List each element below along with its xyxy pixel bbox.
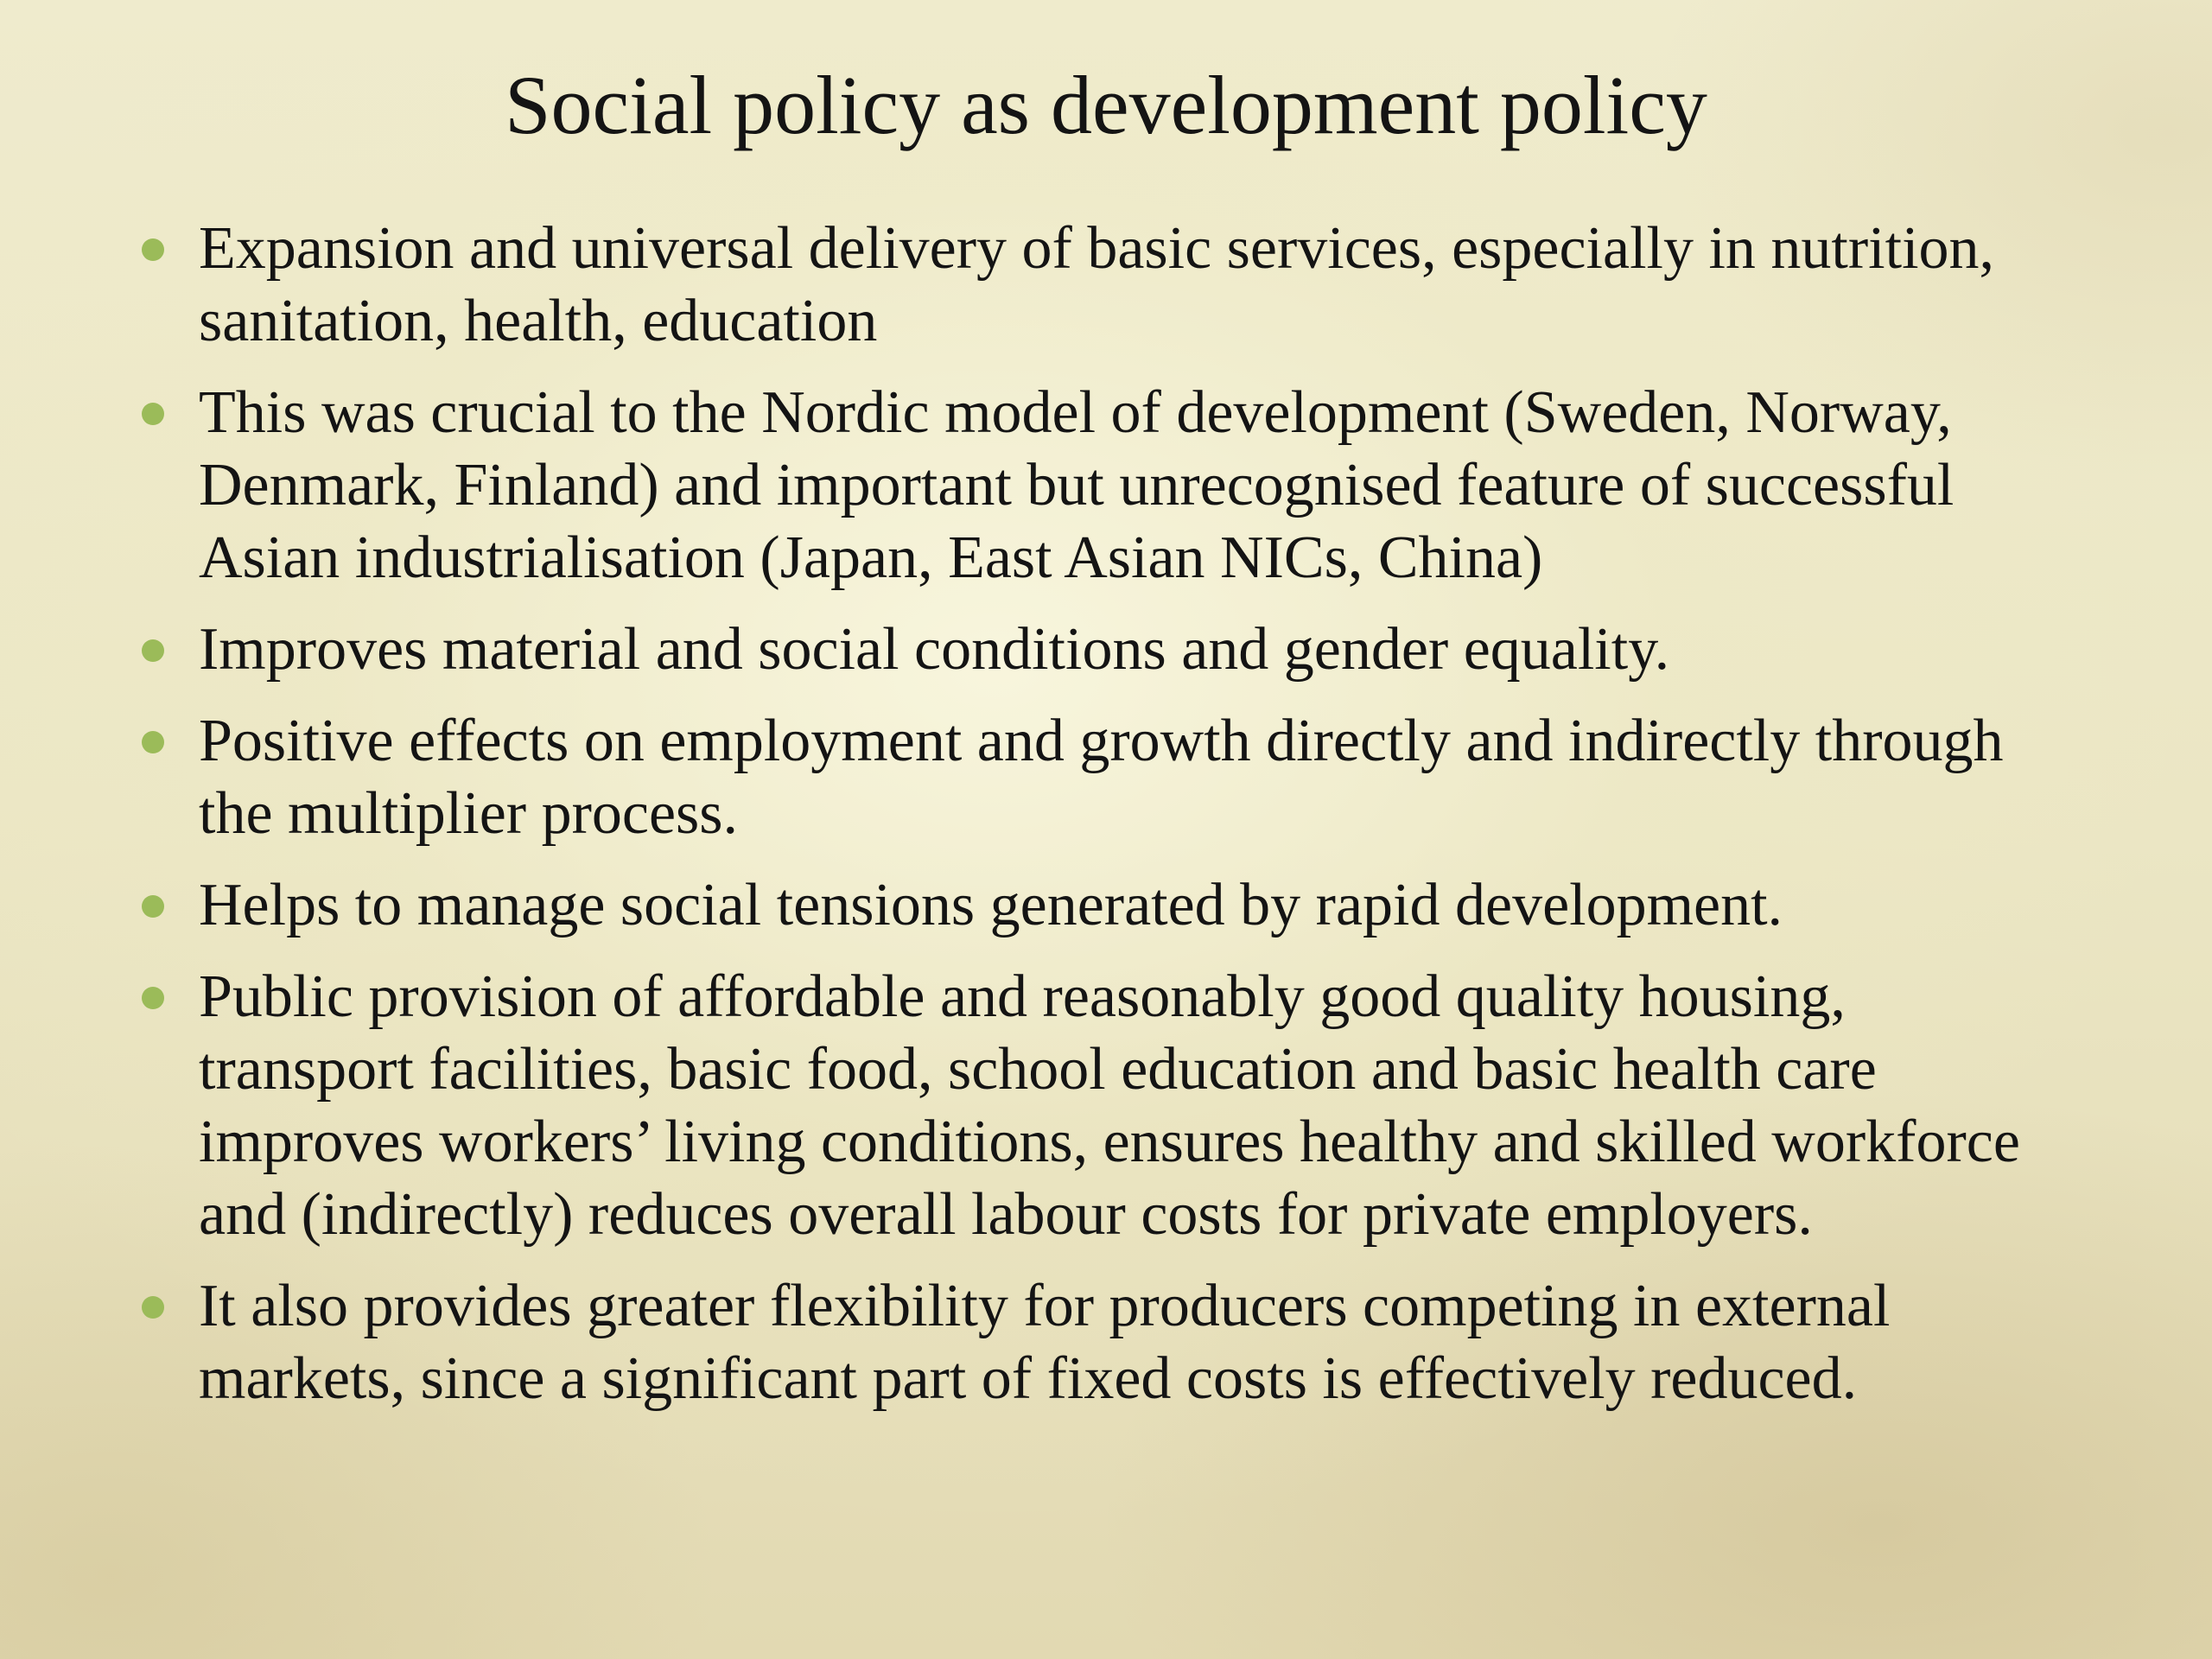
bullet-item: [199, 213, 2065, 358]
bullet-dot-icon: [142, 731, 164, 753]
bullet-text: Positive effects on employment and growth directly and indirectly through the multiplier process.: [199, 708, 2004, 847]
bullet-item: [199, 705, 2065, 850]
bullet-dot-icon: [142, 895, 164, 918]
bullet-text: Public provision of affordable and reasonably good quality housing, transport facilities, basic food, school education and basic health care improves workers’ living conditions, ensures healthy and skilled workforce and (indirectly) reduces overall labour costs for private employers.: [199, 963, 2020, 1248]
bullet-dot-icon: [142, 987, 164, 1009]
bullet-text: This was crucial to the Nordic model of development (Sweden, Norway, Denmark, Finland) and important but unrecognised feature of successful Asian industrialisation (Japan, East Asian NICs, China): [199, 379, 1955, 591]
bullet-item: [199, 377, 2065, 594]
bullet-dot-icon: [142, 1296, 164, 1319]
slide-title: Social policy as development policy: [505, 59, 1707, 151]
bullet-list: [199, 213, 2065, 1434]
bullet-text: Expansion and universal delivery of basic services, especially in nutrition, sanitation, health, education: [199, 215, 1995, 354]
bullet-text: Helps to manage social tensions generated by rapid development.: [199, 872, 1783, 938]
bullet-text: Improves material and social conditions and gender equality.: [199, 616, 1670, 683]
bullet-dot-icon: [142, 403, 164, 425]
bullet-dot-icon: [142, 639, 164, 662]
bullet-item: [199, 961, 2065, 1251]
bullet-item: [199, 1270, 2065, 1415]
bullet-item: [199, 613, 2065, 686]
bullet-dot-icon: [142, 238, 164, 261]
bullet-item: [199, 869, 2065, 942]
bullet-text: It also provides greater flexibility for producers competing in external markets, since a significant part of fixed costs is effectively reduced.: [199, 1273, 1891, 1412]
